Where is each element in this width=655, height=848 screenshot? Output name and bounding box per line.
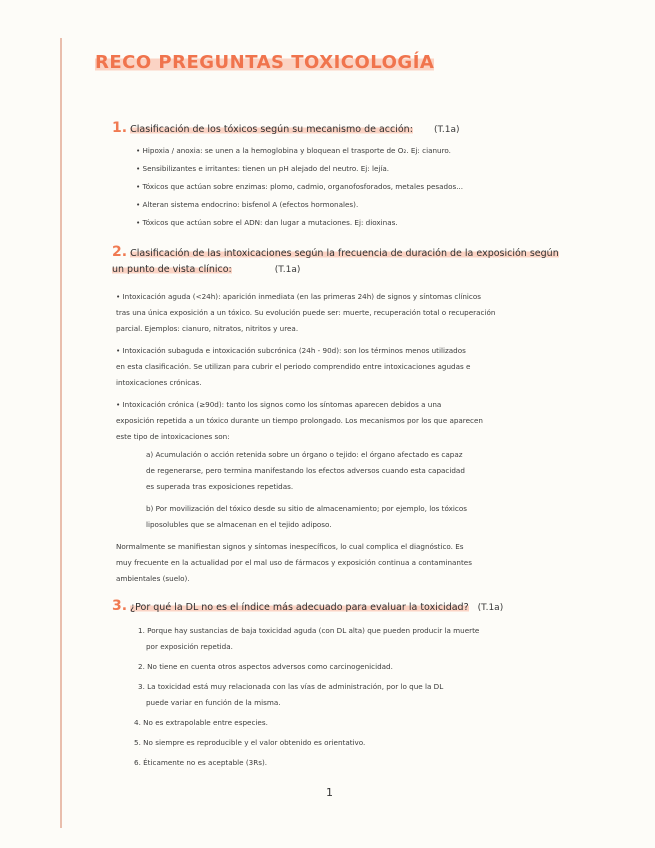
s3-item-3: 3. La toxicidad está muy relacionada con las vías de administración, por lo que la DL bbox=[138, 682, 444, 691]
s1-item-4: • Alteran sistema endocrino: bisfenol A (efectos hormonales). bbox=[136, 198, 358, 212]
s3-item-3-cont: puede variar en función de la misma. bbox=[146, 698, 281, 707]
s3-item-4: 4. No es extrapolable entre especies. bbox=[134, 718, 268, 727]
margin-line bbox=[60, 38, 62, 828]
s1-item-3: • Tóxicos que actúan sobre enzimas: plomo, cadmio, organofosforados, metales pesados... bbox=[136, 180, 463, 194]
s3-item-1: 1. Porque hay sustancias de baja toxicidad aguda (con DL alta) que pueden producir la muerte bbox=[138, 626, 480, 635]
s2-cronica-1: • Intoxicación crónica (≥90d): tanto los signos como los síntomas aparecen debidos a una bbox=[116, 400, 442, 409]
page-number: 1 bbox=[326, 786, 333, 799]
s2-subaguda-2: en esta clasificación. Se utilizan para cubrir el periodo comprendido entre intoxicaciones agudas e bbox=[116, 362, 471, 371]
s3-item-1-cont: por exposición repetida. bbox=[146, 642, 233, 651]
s2-normal-1: Normalmente se manifiestan signos y síntomas inespecíficos, lo cual complica el diagnóstico. Es bbox=[116, 542, 464, 551]
s2-cronica-2: exposición repetida a un tóxico durante un tiempo prolongado. Los mecanismos por los que aparecen bbox=[116, 416, 483, 425]
section-3-heading: 3. ¿Por qué la DL no es el índice más adecuado para evaluar la toxicidad? (T.1a) bbox=[112, 598, 504, 614]
s2-a-1: a) Acumulación o acción retenida sobre un órgano o tejido: el órgano afectado es capaz bbox=[146, 450, 463, 459]
s2-aguda-2: tras una única exposición a un tóxico. Su evolución puede ser: muerte, recuperación total o recuperación bbox=[116, 308, 496, 317]
s2-normal-3: ambientales (suelo). bbox=[116, 574, 190, 583]
s2-subaguda-1: • Intoxicación subaguda e intoxicación subcrónica (24h - 90d): son los términos menos utilizados bbox=[116, 346, 466, 355]
s2-normal-2: muy frecuente en la actualidad por el mal uso de fármacos y exposición continua a contaminantes bbox=[116, 558, 472, 567]
s3-item-2: 2. No tiene en cuenta otros aspectos adversos como carcinogenicidad. bbox=[138, 662, 393, 671]
s3-item-5: 5. No siempre es reproducible y el valor obtenido es orientativo. bbox=[134, 738, 366, 747]
s2-b-1: b) Por movilización del tóxico desde su sitio de almacenamiento; por ejemplo, los tóxicos bbox=[146, 504, 467, 513]
s1-item-5: • Tóxicos que actúan sobre el ADN: dan lugar a mutaciones. Ej: dioxinas. bbox=[136, 216, 398, 230]
s2-aguda-3: parcial. Ejemplos: cianuro, nitratos, nitritos y urea. bbox=[116, 324, 299, 333]
s3-item-6: 6. Éticamente no es aceptable (3Rs). bbox=[134, 758, 268, 767]
s2-a-2: de regenerarse, pero termina manifestando los efectos adversos cuando esta capacidad bbox=[146, 466, 465, 475]
s1-item-1: • Hipoxia / anoxia: se unen a la hemoglobina y bloquean el trasporte de O₂. Ej: cianuro. bbox=[136, 144, 451, 158]
section-2-heading: 2. Clasificación de las intoxicaciones según la frecuencia de duración de la exposición según bbox=[112, 244, 559, 260]
s2-subaguda-3: intoxicaciones crónicas. bbox=[116, 378, 202, 387]
s1-item-2: • Sensibilizantes e irritantes: tienen un pH alejado del neutro. Ej: lejía. bbox=[136, 162, 389, 176]
section-2-heading-line2: un punto de vista clínico: (T.1a) bbox=[112, 264, 301, 275]
s2-a-3: es superada tras exposiciones repetidas. bbox=[146, 482, 294, 491]
page-title: RECO PREGUNTAS TOXICOLOGÍA bbox=[95, 52, 435, 73]
s2-aguda-1: • Intoxicación aguda (<24h): aparición inmediata (en las primeras 24h) de signos y síntomas clínicos bbox=[116, 292, 482, 301]
section-1-heading: 1. Clasificación de los tóxicos según su mecanismo de acción: (T.1a) bbox=[112, 120, 460, 136]
s2-cronica-3: este tipo de intoxicaciones son: bbox=[116, 432, 230, 441]
s2-b-2: liposolubles que se almacenan en el tejido adiposo. bbox=[146, 520, 332, 529]
